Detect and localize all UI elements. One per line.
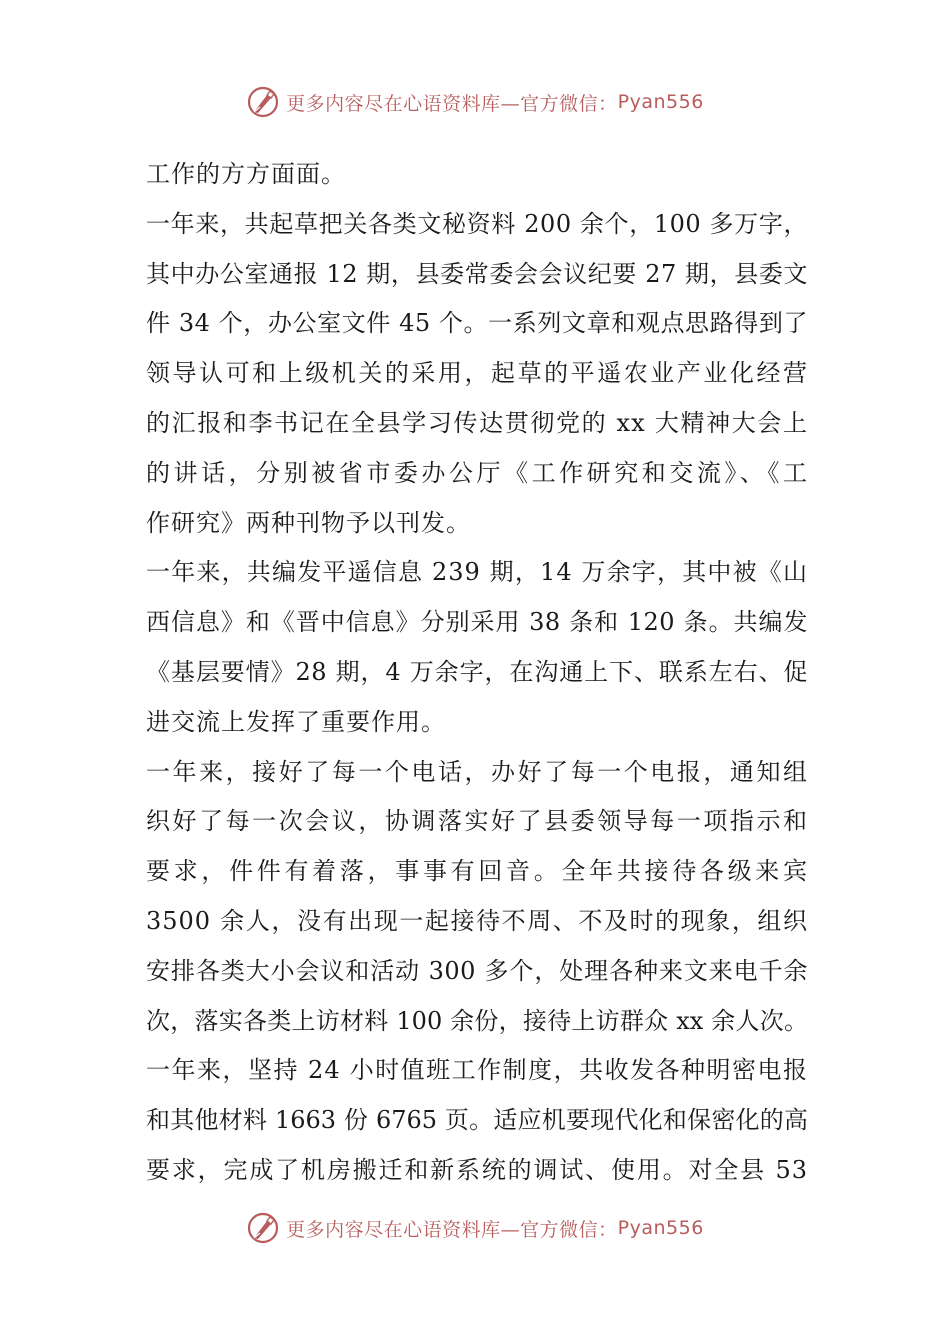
text-line: 要求，完成了机房搬迁和新系统的调试、使用。对全县 53 bbox=[146, 1155, 808, 1184]
text-line: 其中办公室通报 12 期，县委常委会会议纪要 27 期，县委文 bbox=[146, 259, 808, 288]
text-line: 要求，件件有着落，事事有回音。全年共接待各级来宾 bbox=[146, 857, 808, 886]
text-line: 织好了每一次会议，协调落实好了县委领导每一项指示和 bbox=[146, 807, 808, 836]
text-line: 《基层要情》28 期，4 万余字，在沟通上下、联系左右、促 bbox=[146, 657, 808, 686]
text-line: 的讲话，分别被省市委办公厅《工作研究和交流》、《工 bbox=[146, 458, 808, 487]
text-line: 一年来，坚持 24 小时值班工作制度，共收发各种明密电报 bbox=[146, 1056, 808, 1085]
watermark-text: 更多内容尽在心语资料库—官方微信： bbox=[286, 92, 618, 115]
footer-watermark bbox=[0, 1208, 950, 1248]
text-line: 3500 余人，没有出现一起接待不周、不及时的现象，组织 bbox=[146, 906, 808, 935]
text-line: 次，落实各类上访材料 100 余份，接待上访群众 xx 余人次。 bbox=[146, 1006, 808, 1035]
text-line: 领导认可和上级机关的采用，起草的平遥农业产业化经营 bbox=[146, 359, 808, 388]
text-line: 一年来，接好了每一个电话，办好了每一个电报，通知组 bbox=[146, 757, 808, 786]
text-line: 作研究》两种刊物予以刊发。 bbox=[146, 508, 471, 537]
text-line: 的汇报和李书记在全县学习传达贯彻党的 xx 大精神大会上 bbox=[146, 408, 808, 437]
pen-nib-circle-icon bbox=[246, 1211, 280, 1245]
text-line: 工作的方方面面。 bbox=[146, 160, 346, 188]
watermark-wechat-id: Pyan556 bbox=[617, 1217, 704, 1239]
pen-nib-circle-icon bbox=[246, 85, 280, 119]
watermark-wechat-id: Pyan556 bbox=[617, 91, 704, 113]
text-line: 和其他材料 1663 份 6765 页。适应机要现代化和保密化的高 bbox=[146, 1106, 808, 1135]
text-line: 一年来，共编发平遥信息 239 期，14 万余字，其中被《山 bbox=[146, 558, 808, 587]
text-line: 一年来，共起草把关各类文秘资料 200 余个，100 多万字， bbox=[146, 209, 808, 238]
text-line: 西信息》和《晋中信息》分别采用 38 条和 120 条。共编发 bbox=[146, 608, 808, 637]
document-body bbox=[146, 150, 808, 1196]
header-watermark bbox=[0, 82, 950, 122]
text-line: 进交流上发挥了重要作用。 bbox=[146, 707, 446, 736]
text-line: 件 34 个，办公室文件 45 个。一系列文章和观点思路得到了 bbox=[146, 309, 808, 338]
watermark-text: 更多内容尽在心语资料库—官方微信： bbox=[286, 1218, 618, 1241]
text-line: 安排各类大小会议和活动 300 多个，处理各种来文来电千余 bbox=[146, 956, 808, 985]
